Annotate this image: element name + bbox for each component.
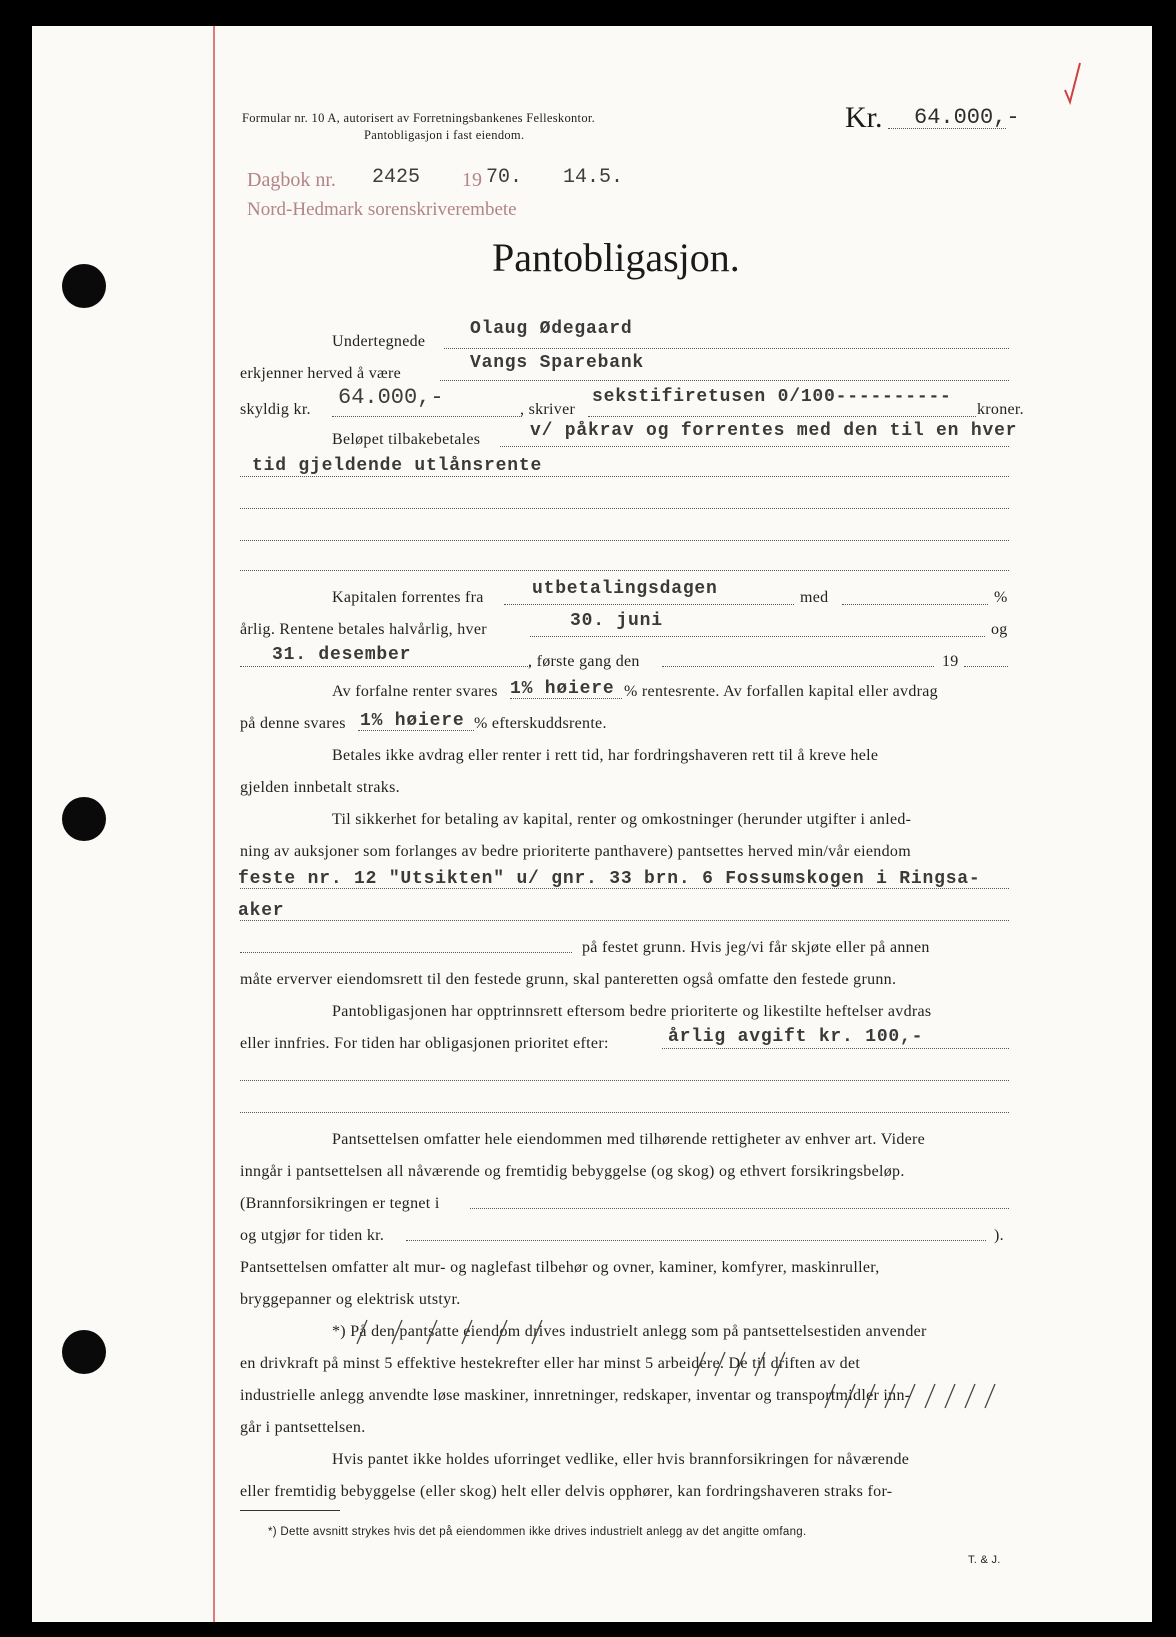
year-prefix: 19 bbox=[462, 169, 482, 191]
strike-marks-3 bbox=[820, 1382, 1000, 1410]
p6-line-1: Pantsettelsen omfatter alt mur- og naglefast tilbehør og ovner, kaminer, komfyrer, maskinruller, bbox=[240, 1259, 880, 1276]
denne-rest: % efterskuddsrente. bbox=[474, 715, 607, 732]
denne-value: 1% høiere bbox=[360, 711, 465, 731]
nineteen-label: 19 bbox=[942, 653, 959, 670]
p7-line-2: en drivkraft på minst 5 effektive hestekrefter eller har minst 5 arbeidere. De til driften av det bbox=[240, 1355, 861, 1372]
p3-line-2: måte erverver eiendomsrett til den festede grunn, skal panteretten også omfatte den festede grunn. bbox=[240, 971, 897, 988]
undertegnede-line bbox=[444, 348, 1009, 349]
strike-marks-2 bbox=[690, 1350, 800, 1378]
printer-mark: T. & J. bbox=[968, 1554, 1001, 1566]
eiendom-value-1: feste nr. 12 "Utsikten" u/ gnr. 33 brn. 6 Fossumskogen i Ringsa- bbox=[238, 869, 981, 889]
skyldig-line bbox=[332, 416, 522, 417]
skriver-value: sekstifiretusen 0/100---------- bbox=[592, 387, 952, 407]
blank-line-3 bbox=[240, 570, 1009, 571]
denne-label: på denne svares bbox=[240, 715, 346, 732]
eiendom-value-2: aker bbox=[238, 901, 285, 921]
arlig-line bbox=[530, 636, 985, 637]
festet-grunn-line bbox=[240, 952, 572, 953]
p7-line-4: går i pantsettelsen. bbox=[240, 1419, 366, 1436]
med-label: med bbox=[800, 589, 829, 606]
og-label: og bbox=[991, 621, 1008, 638]
utgjor-line bbox=[406, 1240, 986, 1241]
dagbok-number: 2425 bbox=[372, 166, 421, 189]
blank-line-2 bbox=[240, 540, 1009, 541]
year-suffix: 70. bbox=[486, 166, 523, 189]
forste-gang-label: , første gang den bbox=[528, 653, 640, 670]
check-mark-icon bbox=[1062, 60, 1084, 106]
erkjenner-label: erkjenner herved å være bbox=[240, 365, 402, 382]
skyldig-value: 64.000,- bbox=[338, 385, 444, 410]
margin-line bbox=[213, 26, 215, 1622]
desember-line bbox=[240, 666, 530, 667]
stamp-date: 14.5. bbox=[563, 166, 624, 189]
year-line bbox=[964, 666, 1008, 667]
skyldig-label: skyldig kr. bbox=[240, 401, 311, 418]
p4-line-2: eller innfries. For tiden har obligasjonen prioritet efter: bbox=[240, 1035, 609, 1052]
brannforsikring-line bbox=[470, 1208, 1009, 1209]
p2-line-1: Til sikkerhet for betaling av kapital, renter og omkostninger (herunder utgifter i anled- bbox=[332, 811, 912, 828]
med-line bbox=[842, 604, 988, 605]
p8-line-1: Hvis pantet ikke holdes uforringet vedlike, eller hvis brannforsikringen for nåværende bbox=[332, 1451, 910, 1468]
p5-line-4-end: ). bbox=[994, 1227, 1004, 1244]
p6-line-2: bryggepanner og elektrisk utstyr. bbox=[240, 1291, 461, 1308]
med-percent: % bbox=[994, 589, 1008, 606]
skriver-label: , skriver bbox=[520, 401, 576, 418]
kroner-label: kroner. bbox=[977, 401, 1024, 418]
belopet-label: Beløpet tilbakebetales bbox=[332, 431, 481, 448]
blank-line-1 bbox=[240, 508, 1009, 509]
belopet-value-1: v/ påkrav og forrentes med den til en hver bbox=[530, 421, 1018, 441]
prioritet-blank-2 bbox=[240, 1112, 1009, 1113]
p5-line-3: (Brannforsikringen er tegnet i bbox=[240, 1195, 440, 1212]
prioritet-blank-1 bbox=[240, 1080, 1009, 1081]
skriver-line bbox=[588, 416, 976, 417]
forfalne-rest: % rentesrente. Av forfallen kapital eller avdrag bbox=[624, 683, 938, 700]
dagbok-label: Dagbok nr. bbox=[247, 169, 336, 191]
p1-line-2: gjelden innbetalt straks. bbox=[240, 779, 400, 796]
arlig-label: årlig. Rentene betales halvårlig, hver bbox=[240, 621, 487, 638]
prioritet-line bbox=[662, 1048, 1009, 1049]
desember-value: 31. desember bbox=[272, 645, 412, 665]
kapitalen-line bbox=[504, 604, 794, 605]
kapitalen-value: utbetalingsdagen bbox=[532, 579, 718, 599]
p7-line-1: *) På den pantsatte eiendom drives industrielt anlegg som på pantsettelsestiden anvender bbox=[332, 1323, 927, 1340]
p1-line-1: Betales ikke avdrag eller renter i rett tid, har fordringshaveren rett til å kreve hele bbox=[332, 747, 879, 764]
p8-line-2: eller fremtidig bebyggelse (eller skog) helt eller delvis opphører, kan fordringshaveren straks for- bbox=[240, 1483, 893, 1500]
punch-hole-middle bbox=[62, 797, 106, 841]
kapitalen-label: Kapitalen forrentes fra bbox=[332, 589, 484, 606]
prioritet-value: årlig avgift kr. 100,- bbox=[668, 1027, 924, 1047]
footnote: *) Dette avsnitt strykes hvis det på eiendommen ikke drives industrielt anlegg av det angitte omfang. bbox=[268, 1526, 807, 1538]
undertegnede-value: Olaug Ødegaard bbox=[470, 319, 633, 339]
p7-line-3: industrielle anlegg anvendte løse maskiner, innretninger, redskaper, inventar og transportmidler inn- bbox=[240, 1387, 911, 1404]
p5-line-2: inngår i pantsettelsen all nåværende og fremtidig bebyggelse (og skog) og ethvert forsikringsbeløp. bbox=[240, 1163, 905, 1180]
document-title: Pantobligasjon. bbox=[492, 235, 740, 280]
kr-label: Kr. bbox=[845, 101, 883, 134]
punch-hole-top bbox=[62, 264, 106, 308]
belopet-line-1 bbox=[500, 446, 1009, 447]
undertegnede-label: Undertegnede bbox=[332, 333, 426, 350]
erkjenner-line bbox=[440, 380, 1009, 381]
punch-hole-bottom bbox=[62, 1330, 106, 1374]
p2-line-2: ning av auksjoner som forlanges av bedre prioriterte panthavere) pantsettes herved min/vår eiendom bbox=[240, 843, 911, 860]
forste-gang-line bbox=[662, 666, 934, 667]
kr-value: 64.000,- bbox=[914, 105, 1020, 130]
p5-line-1: Pantsettelsen omfatter hele eiendommen med tilhørende rettigheter av enhver art. Videre bbox=[332, 1131, 926, 1148]
erkjenner-value: Vangs Sparebank bbox=[470, 353, 645, 373]
footnote-rule bbox=[240, 1510, 340, 1511]
eiendom-line-2 bbox=[240, 920, 1009, 921]
p4-line-1: Pantobligasjonen har opptrinnsrett eftersom bedre prioriterte og likestilte heftelser avdras bbox=[332, 1003, 932, 1020]
forfalne-label: Av forfalne renter svares bbox=[332, 683, 498, 700]
p3-line-1: på festet grunn. Hvis jeg/vi får skjøte eller på annen bbox=[582, 939, 930, 956]
forfalne-value: 1% høiere bbox=[510, 679, 615, 699]
p5-line-4: og utgjør for tiden kr. bbox=[240, 1227, 385, 1244]
arlig-value: 30. juni bbox=[570, 611, 663, 631]
stamp-office: Nord-Hedmark sorenskriverembete bbox=[247, 199, 517, 220]
belopet-value-2: tid gjeldende utlånsrente bbox=[252, 456, 543, 476]
strike-marks-1 bbox=[352, 1318, 552, 1346]
form-line-2: Pantobligasjon i fast eiendom. bbox=[364, 128, 525, 142]
form-line-1: Formular nr. 10 A, autorisert av Forretningsbankenes Felleskontor. bbox=[242, 111, 596, 125]
